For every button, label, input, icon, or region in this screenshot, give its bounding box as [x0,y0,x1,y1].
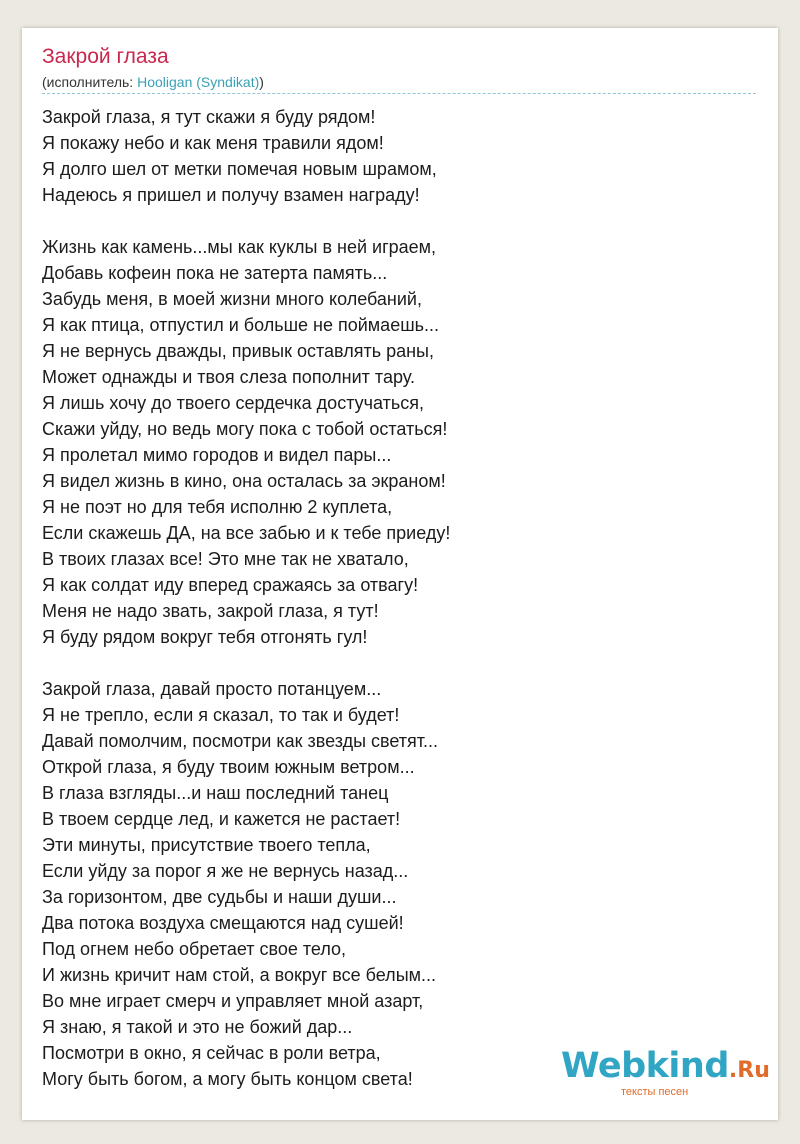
lyric-line: Два потока воздуха смещаются над сушей! [42,913,404,933]
lyric-line: И жизнь кричит нам стой, а вокруг все белым... [42,965,437,985]
lyric-line: Могу быть богом, а могу быть концом света! [42,1069,413,1089]
lyric-line: Меня не надо звать, закрой глаза, я тут! [42,601,379,621]
logo-suffix: .Ru [728,1058,770,1083]
title-divider [42,93,756,94]
stanza-2 [42,234,756,650]
lyric-line: За горизонтом, две судьбы и наши души... [42,887,397,907]
lyric-line: Я видел жизнь в кино, она осталась за экраном! [42,471,446,491]
lyric-line: В твоих глазах все! Это мне так не хватало, [42,549,409,569]
lyric-line: Я не трепло, если я сказал, то так и будет! [42,705,400,725]
lyric-line: Я лишь хочу до твоего сердечка достучаться, [42,393,424,413]
lyric-line: Я как солдат иду вперед сражаясь за отвагу! [42,575,419,595]
lyric-line: Посмотри в окно, я сейчас в роли ветра, [42,1043,381,1063]
stanza-1 [42,104,756,208]
lyric-line: Я покажу небо и как меня травили ядом! [42,133,384,153]
lyric-line: Я пролетал мимо городов и видел пары... [42,445,392,465]
lyric-line: Я буду рядом вокруг тебя отгонять гул! [42,627,368,647]
artist-line [42,74,264,90]
lyrics-body [42,104,756,1118]
lyric-line: Я знаю, я такой и это не божий дар... [42,1017,353,1037]
lyrics-card [22,28,778,1120]
lyric-line: Закрой глаза, давай просто потанцуем... [42,679,382,699]
lyric-line: Забудь меня, в моей жизни много колебаний, [42,289,422,309]
lyric-line: В глаза взгляды...и наш последний танец [42,783,389,803]
lyric-line: Скажи уйду, но ведь могу пока с тобой остаться! [42,419,448,439]
logo-main-text: Webkind [561,1046,729,1086]
stanza-3 [42,676,756,1092]
lyric-line: Я не поэт но для тебя исполню 2 куплета, [42,497,393,517]
lyric-line: Давай помолчим, посмотри как звезды светят... [42,731,439,751]
lyric-line: Во мне играет смерч и управляет мной азарт, [42,991,424,1011]
lyric-line: Эти минуты, присутствие твоего тепла, [42,835,371,855]
logo-wordmark [561,1046,770,1091]
lyric-line: Может однажды и твоя слеза пополнит тару. [42,367,415,387]
artist-link[interactable]: Hooligan (Syndikat) [137,74,260,90]
lyric-line: Я долго шел от метки помечая новым шрамом, [42,159,437,179]
artist-prefix: (исполнитель: [42,74,138,90]
lyric-line: В твоем сердце лед, и кажется не растает! [42,809,401,829]
song-title: Закрой глаза [42,45,169,68]
lyric-line: Добавь кофеин пока не затерта память... [42,263,388,283]
lyric-line: Открой глаза, я буду твоим южным ветром... [42,757,415,777]
lyric-line: Я не вернусь дважды, привык оставлять раны, [42,341,434,361]
webkind-logo[interactable] [561,1046,770,1106]
lyric-line: Я как птица, отпустил и больше не поймаешь... [42,315,440,335]
lyric-line: Если уйду за порог я же не вернусь назад... [42,861,409,881]
lyric-line: Закрой глаза, я тут скажи я буду рядом! [42,107,376,127]
lyric-line: Жизнь как камень...мы как куклы в ней играем, [42,237,437,257]
lyric-line: Надеюсь я пришел и получу взамен награду! [42,185,420,205]
artist-suffix: ) [259,74,264,90]
lyric-line: Если скажешь ДА, на все забью и к тебе приеду! [42,523,451,543]
logo-subtitle: тексты песен [621,1086,689,1098]
lyric-line: Под огнем небо обретает свое тело, [42,939,347,959]
